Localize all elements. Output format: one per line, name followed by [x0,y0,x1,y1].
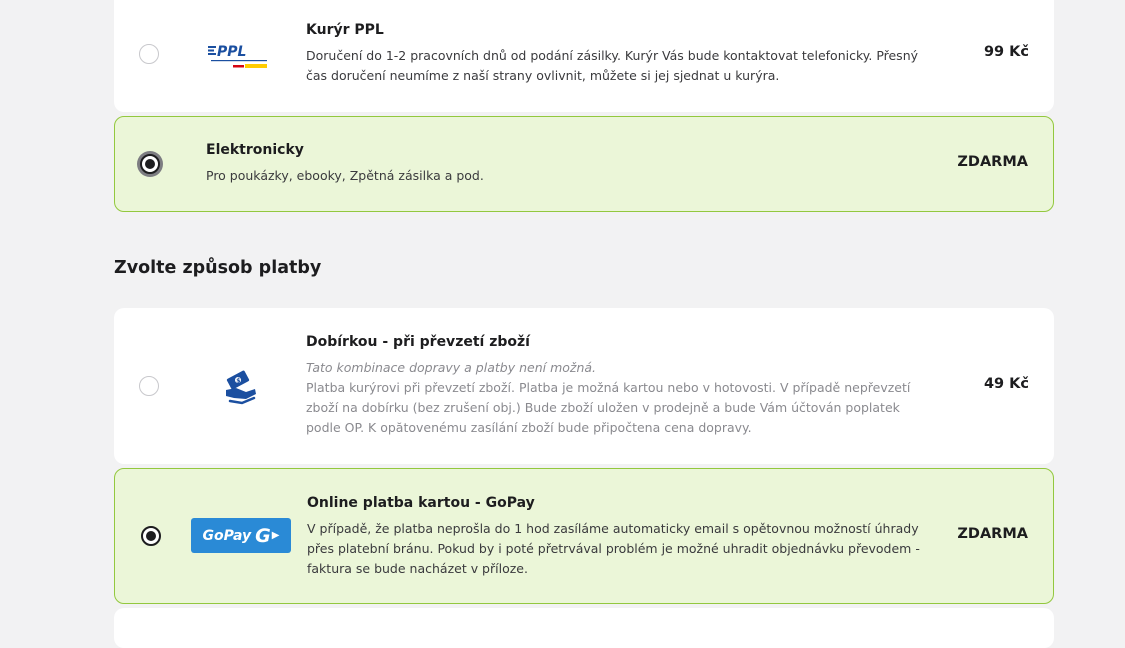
payment-option-title: Online platba kartou - GoPay [307,495,535,511]
shipping-option-title: Elektronicky [206,142,304,158]
payment-option-description: V případě, že platba neprošla do 1 hod zasíláme automaticky email s opětovnou možností úhrady přes platební bránu. Pokud by i poté přetrvával problém je možné uhradit objednávku převodem - faktura se bude nacházet v příloze. [307,521,920,576]
shipping-option-title: Kurýr PPL [306,22,384,38]
svg-text:PPL: PPL [217,44,247,60]
payment-option-title: Dobírkou - při převzetí zboží [306,334,530,350]
payment-option-description: Platba kurýrovi při převzetí zboží. Platba je možná kartou nebo v hotovosti. V případě nepřevzetí zboží na dobírku (bez zrušení obj.) Bude zboží uložen v prodejně a bude Vám účtován poplatek podle OP. K opătovenému zasílání zboží bude připočtena cena dopravy. [306,380,911,435]
ppl-logo [207,40,275,72]
shipping-radio-ppl[interactable] [139,44,159,64]
payment-option-price: ZDARMA [957,526,1028,542]
payment-option-cod[interactable] [114,308,1054,464]
shipping-option-ppl[interactable] [114,0,1054,112]
svg-text:$: $ [236,377,241,385]
gopay-arrow-icon: ▶ [271,530,280,541]
ppl-logo-icon [207,40,275,72]
payment-option-next[interactable] [114,608,1054,648]
gopay-logo-mark: G [255,524,271,547]
payment-section-heading: Zvolte způsob platby [114,258,322,278]
payment-radio-gopay[interactable] [141,526,161,546]
shipping-option-description: Doručení do 1-2 pracovních dnů od podání zásilky. Kurýr Vás bude kontaktovat telefonicky. Přesný čas doručení neumíme z naší strany ovlivnit, můžete si jej sjednat u kurýra. [306,48,919,83]
cash-on-delivery-icon [222,368,260,406]
gopay-logo-text: GoPay [202,527,252,544]
payment-option-gopay[interactable] [114,468,1054,604]
shipping-radio-electronic[interactable] [140,154,160,174]
shipping-option-description: Pro poukázky, ebooky, Zpětná zásilka a pod. [206,168,484,183]
gopay-logo [191,518,291,553]
shipping-option-price: ZDARMA [957,154,1028,170]
shipping-option-price: 99 Kč [983,44,1029,60]
payment-radio-cod[interactable] [139,376,159,396]
payment-option-price: 49 Kč [983,376,1029,392]
payment-unavailable-note: Tato kombinace dopravy a platby není možná. [306,360,597,375]
shipping-option-electronic[interactable] [114,116,1054,212]
payment-option-description-block [306,358,930,438]
